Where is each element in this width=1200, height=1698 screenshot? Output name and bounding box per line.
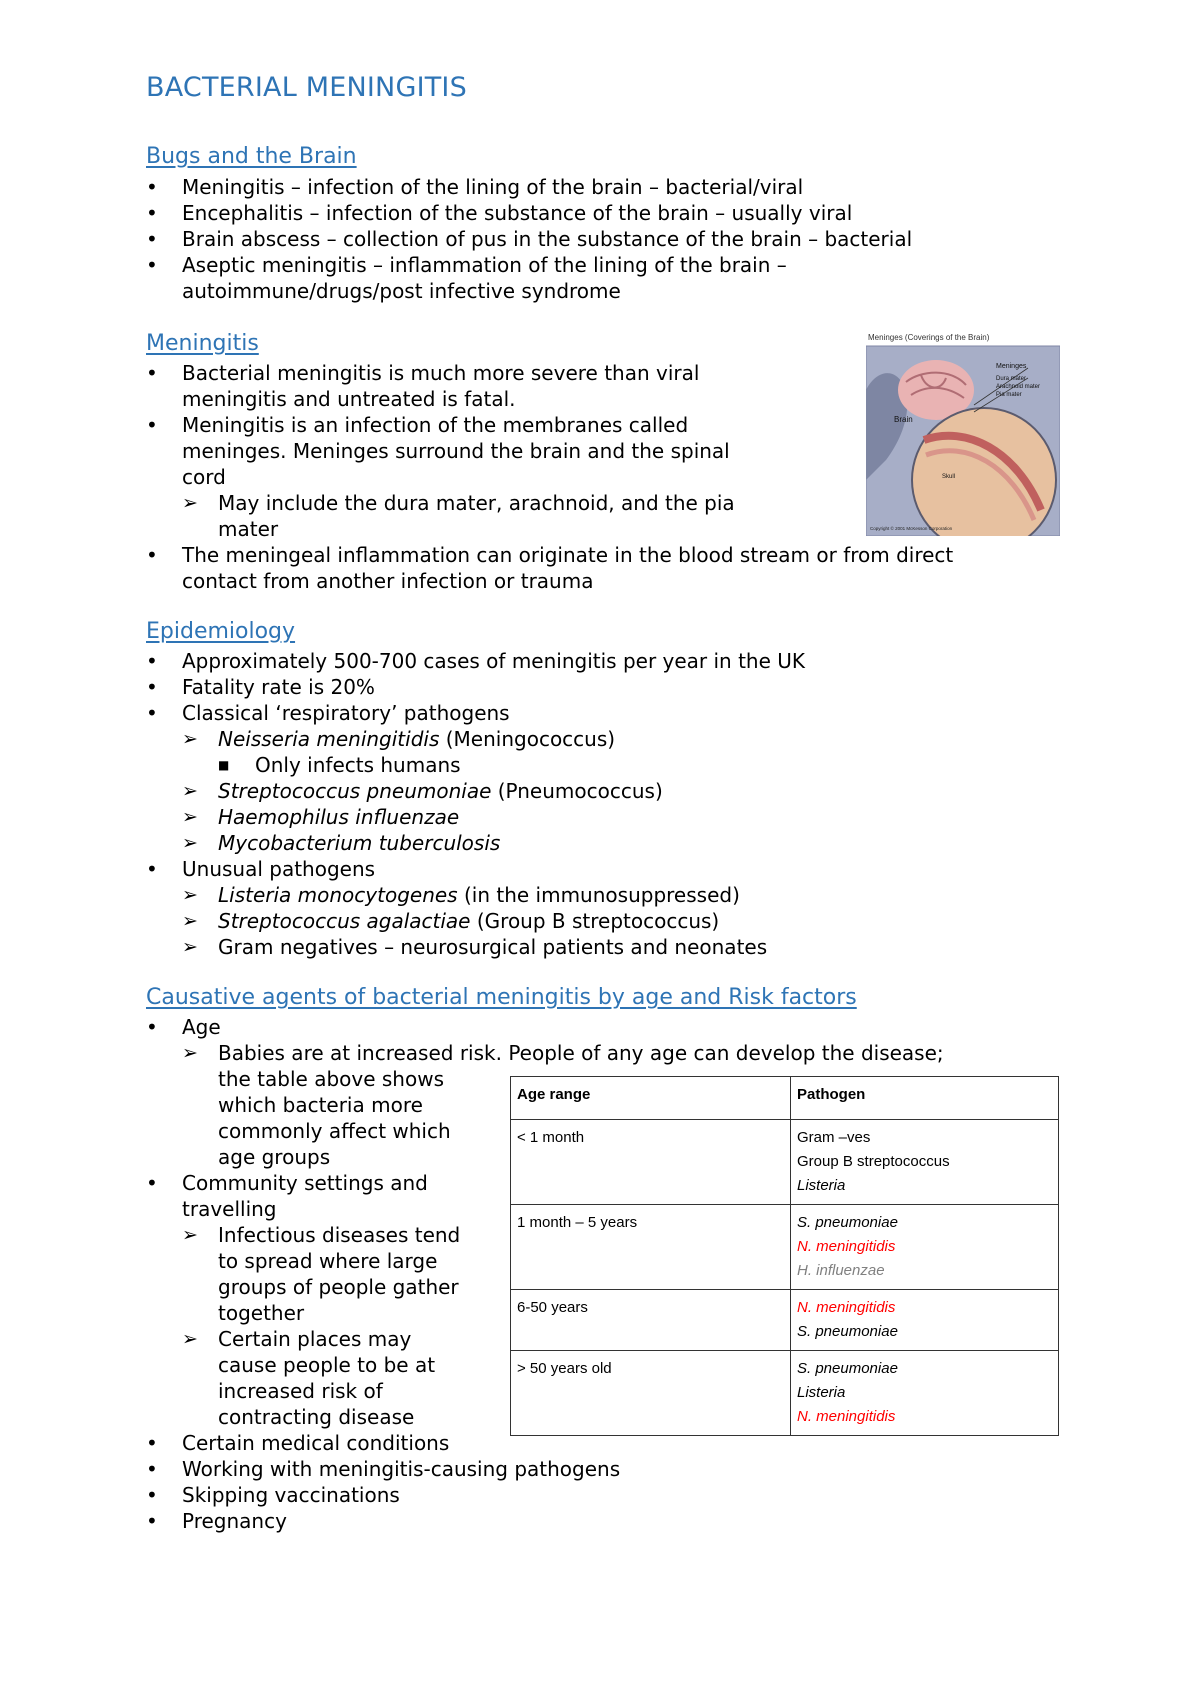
bullet-item: Approximately 500-700 cases of meningitis per year in the UK <box>182 649 806 673</box>
arrow-bullet-icon: ➢ <box>182 728 198 750</box>
sub-bullet-item-continued: together <box>218 1301 305 1325</box>
pathogen-name: Neisseria meningitidis <box>218 727 440 751</box>
age-cell: > 50 years old <box>511 1351 791 1436</box>
column-header: Age range <box>511 1077 791 1120</box>
bullet-icon: • <box>146 1483 158 1507</box>
arrow-bullet-icon: ➢ <box>182 806 198 828</box>
sub-bullet-item-continued: groups of people gather <box>218 1275 459 1299</box>
bullet-item: Certain medical conditions <box>182 1431 450 1455</box>
bullet-icon: • <box>146 253 158 277</box>
label-brain: Brain <box>894 415 913 424</box>
bullet-item-continued: cord <box>182 465 226 489</box>
sub-sub-bullet-item: Only infects humans <box>255 753 461 777</box>
age-pathogen-table <box>510 1076 1059 1436</box>
pathogen-entry: Listeria <box>797 1384 846 1401</box>
pathogen-entry-highlighted: N. meningitidis <box>797 1299 896 1316</box>
sub-bullet-item-continued: contracting disease <box>218 1405 415 1429</box>
sub-bullet-item-continued: age groups <box>218 1145 331 1169</box>
arrow-bullet-icon: ➢ <box>182 910 198 932</box>
bullet-icon: • <box>146 857 158 881</box>
age-cell: < 1 month <box>511 1120 791 1205</box>
bullet-icon: • <box>146 201 158 225</box>
sub-bullet-item <box>218 882 740 908</box>
sub-bullet-item: Certain places may <box>218 1327 412 1351</box>
bullet-item: Brain abscess – collection of pus in the substance of the brain – bacterial <box>182 227 913 251</box>
pathogen-cell <box>791 1290 1059 1351</box>
pathogen-note: (Group B streptococcus) <box>470 909 720 933</box>
pathogen-entry: Listeria <box>797 1177 846 1194</box>
bullet-item: Unusual pathogens <box>182 857 376 881</box>
sub-bullet-item-continued: commonly affect which <box>218 1119 451 1143</box>
bullet-icon: • <box>146 1015 158 1039</box>
sub-bullet-item: May include the dura mater, arachnoid, and the pia <box>218 491 735 515</box>
sub-bullet-item: Infectious diseases tend <box>218 1223 461 1247</box>
pathogen-name: Streptococcus agalactiae <box>218 909 471 933</box>
bullet-icon: • <box>146 413 158 437</box>
document-title: BACTERIAL MENINGITIS <box>146 72 467 103</box>
bullet-icon: • <box>146 543 158 567</box>
label-meninges: Meninges <box>996 363 1027 370</box>
bullet-item: The meningeal inflammation can originate in the blood stream or from direct <box>182 543 954 567</box>
pathogen-entry: S. pneumoniae <box>797 1360 898 1377</box>
pathogen-cell <box>791 1351 1059 1436</box>
pathogen-name: Listeria monocytogenes <box>218 883 458 907</box>
square-bullet-icon: ■ <box>218 758 230 772</box>
label-pia-mater: Pia mater <box>996 392 1022 398</box>
bullet-item-continued: autoimmune/drugs/post infective syndrome <box>182 279 621 303</box>
sub-bullet-item-continued: to spread where large <box>218 1249 438 1273</box>
heading-epidemiology: Epidemiology <box>146 619 296 644</box>
bullet-icon: • <box>146 701 158 725</box>
bullet-item: Encephalitis – infection of the substance of the brain – usually viral <box>182 201 853 225</box>
table-row <box>511 1120 1059 1205</box>
sub-bullet-item: Babies are at increased risk. People of any age can develop the disease; <box>218 1041 944 1065</box>
arrow-bullet-icon: ➢ <box>182 832 198 854</box>
sub-bullet-item-continued: mater <box>218 517 279 541</box>
bullet-item: Pregnancy <box>182 1509 287 1533</box>
pathogen-entry-highlighted: N. meningitidis <box>797 1408 896 1425</box>
pathogen-note: (in the immunosuppressed) <box>457 883 740 907</box>
arrow-bullet-icon: ➢ <box>182 1042 198 1064</box>
age-cell: 1 month – 5 years <box>511 1205 791 1290</box>
arrow-bullet-icon: ➢ <box>182 884 198 906</box>
age-cell: 6-50 years <box>511 1290 791 1351</box>
bullet-item: Skipping vaccinations <box>182 1483 400 1507</box>
table-row <box>511 1351 1059 1436</box>
arrow-bullet-icon: ➢ <box>182 780 198 802</box>
arrow-bullet-icon: ➢ <box>182 1224 198 1246</box>
bullet-item: Meningitis is an infection of the membranes called <box>182 413 689 437</box>
pathogen-cell <box>791 1205 1059 1290</box>
column-header: Pathogen <box>791 1077 1059 1120</box>
sub-bullet-item-continued: which bacteria more <box>218 1093 423 1117</box>
pathogen-entry: Gram –ves <box>797 1129 871 1146</box>
bullet-item: Aseptic meningitis – inflammation of the lining of the brain – <box>182 253 787 277</box>
bullet-item-continued: meningitis and untreated is fatal. <box>182 387 516 411</box>
table-header-row <box>511 1077 1059 1120</box>
sub-bullet-item <box>218 778 663 804</box>
sub-bullet-item: Gram negatives – neurosurgical patients and neonates <box>218 935 768 959</box>
bullet-item: Community settings and <box>182 1171 428 1195</box>
pathogen-cell <box>791 1120 1059 1205</box>
arrow-bullet-icon: ➢ <box>182 1328 198 1350</box>
pathogen-entry-muted: H. influenzae <box>797 1262 885 1279</box>
arrow-bullet-icon: ➢ <box>182 936 198 958</box>
sub-bullet-item-continued: the table above shows <box>218 1067 444 1091</box>
pathogen-name: Streptococcus pneumoniae <box>218 779 492 803</box>
bullet-icon: • <box>146 649 158 673</box>
bullet-item-continued: travelling <box>182 1197 277 1221</box>
sub-bullet-item <box>218 804 459 830</box>
table-row <box>511 1205 1059 1290</box>
pathogen-entry-highlighted: N. meningitidis <box>797 1238 896 1255</box>
pathogen-name: Mycobacterium tuberculosis <box>218 831 501 855</box>
arrow-bullet-icon: ➢ <box>182 492 198 514</box>
figure-caption: Meninges (Coverings of the Brain) <box>868 333 990 342</box>
heading-bugs-and-the-brain: Bugs and the Brain <box>146 144 357 169</box>
bullet-icon: • <box>146 227 158 251</box>
pathogen-entry: Group B streptococcus <box>797 1153 950 1170</box>
bullet-item: Bacterial meningitis is much more severe than viral <box>182 361 700 385</box>
pathogen-entry: S. pneumoniae <box>797 1214 898 1231</box>
bullet-icon: • <box>146 1457 158 1481</box>
bullet-icon: • <box>146 1171 158 1195</box>
pathogen-name: Haemophilus influenzae <box>218 805 460 829</box>
table-row <box>511 1290 1059 1351</box>
bullet-icon: • <box>146 361 158 385</box>
bullet-icon: • <box>146 675 158 699</box>
bullet-icon: • <box>146 1431 158 1455</box>
bullet-item: Working with meningitis-causing pathogens <box>182 1457 621 1481</box>
sub-bullet-item <box>218 830 500 856</box>
pathogen-entry: S. pneumoniae <box>797 1323 898 1340</box>
label-skull: Skull <box>942 474 956 480</box>
bullet-item: Meningitis – infection of the lining of the brain – bacterial/viral <box>182 175 804 199</box>
pathogen-note: (Pneumococcus) <box>491 779 663 803</box>
label-dura-mater: Dura mater <box>996 376 1027 382</box>
sub-bullet-item <box>218 908 719 934</box>
figure-copyright: Copyright © 2001 McKesson Corporation <box>870 526 953 531</box>
sub-bullet-item-continued: increased risk of <box>218 1379 383 1403</box>
bullet-icon: • <box>146 1509 158 1533</box>
bullet-item-continued: meninges. Meninges surround the brain and the spinal <box>182 439 730 463</box>
bullet-item-continued: contact from another infection or trauma <box>182 569 594 593</box>
bullet-item: Fatality rate is 20% <box>182 675 375 699</box>
sub-bullet-item <box>218 726 615 752</box>
heading-meningitis: Meningitis <box>146 331 259 356</box>
meninges-diagram <box>866 330 1060 536</box>
bullet-item: Classical ‘respiratory’ pathogens <box>182 701 510 725</box>
bullet-icon: • <box>146 175 158 199</box>
bullet-item: Age <box>182 1015 221 1039</box>
heading-causative-agents: Causative agents of bacterial meningitis by age and Risk factors <box>146 985 857 1010</box>
pathogen-note: (Meningococcus) <box>439 727 616 751</box>
label-arachnoid-mater: Arachnoid mater <box>996 384 1041 390</box>
sub-bullet-item-continued: cause people to be at <box>218 1353 436 1377</box>
